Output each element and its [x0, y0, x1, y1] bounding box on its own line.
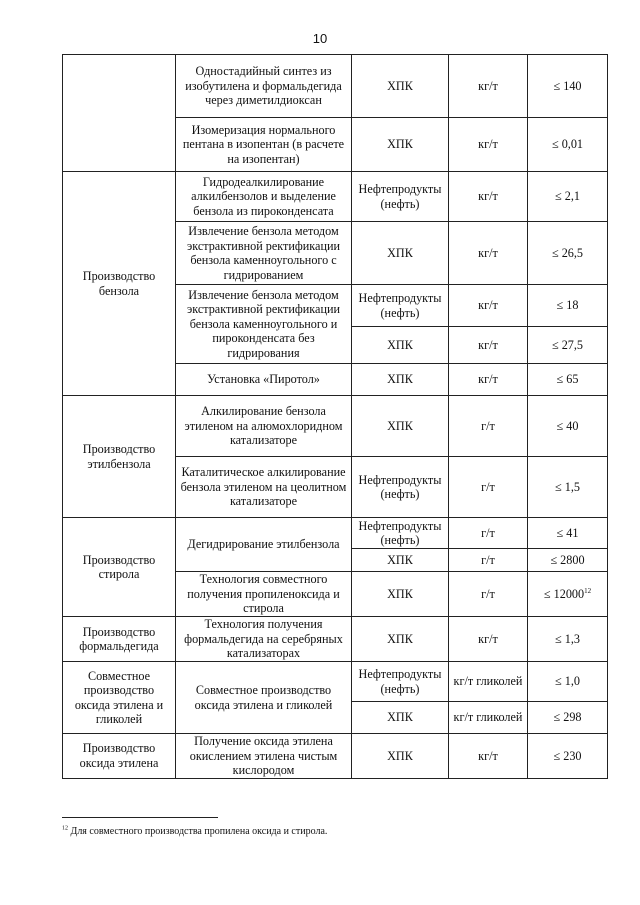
value-cell: ≤ 40: [528, 396, 608, 457]
unit-cell: кг/т гликолей: [449, 702, 528, 734]
process-cell: Технология совместного получения пропиленоксида и стирола: [176, 572, 352, 617]
table-row: [63, 396, 608, 457]
value-cell: ≤ 230: [528, 734, 608, 779]
substance-cell: ХПК: [352, 572, 449, 617]
value-cell: [528, 572, 608, 617]
category-cell: Производство бензола: [63, 172, 176, 396]
value-text: ≤ 12000: [543, 586, 585, 601]
substance-cell: ХПК: [352, 364, 449, 396]
unit-cell: кг/т: [449, 734, 528, 779]
unit-cell: г/т: [449, 549, 528, 572]
table-row: [63, 734, 608, 779]
category-cell: Производство формальдегида: [63, 617, 176, 662]
unit-cell: г/т: [449, 396, 528, 457]
page-number: 10: [312, 31, 328, 46]
category-cell: Совместное производство оксида этилена и гликолей: [63, 662, 176, 734]
unit-cell: кг/т: [449, 364, 528, 396]
process-cell: Гидродеалкилирование алкилбензолов и выделение бензола из пироконденсата: [176, 172, 352, 222]
substance-cell: Нефтепродукты (нефть): [352, 518, 449, 549]
table-row: [63, 55, 608, 118]
footnote-text: Для совместного производства пропилена оксида и стирола.: [70, 826, 328, 837]
process-cell: Каталитическое алкилирование бензола этиленом на цеолитном катализаторе: [176, 457, 352, 518]
process-cell: Установка «Пиротол»: [176, 364, 352, 396]
value-cell: ≤ 41: [528, 518, 608, 549]
table-row: [63, 662, 608, 702]
process-cell: Совместное производство оксида этилена и гликолей: [176, 662, 352, 734]
process-cell: Изомеризация нормального пентана в изопентан (в расчете на изопентан): [176, 118, 352, 172]
substance-cell: ХПК: [352, 396, 449, 457]
footnote: [62, 826, 327, 838]
unit-cell: кг/т: [449, 285, 528, 327]
process-cell: Извлечение бензола методом экстрактивной ректификации бензола каменноугольного с гидрированием: [176, 222, 352, 285]
substance-cell: ХПК: [352, 734, 449, 779]
value-cell: ≤ 0,01: [528, 118, 608, 172]
value-cell: ≤ 298: [528, 702, 608, 734]
footnote-ref: 12: [584, 586, 592, 595]
footnote-marker: 12: [62, 825, 68, 832]
substance-cell: ХПК: [352, 55, 449, 118]
value-cell: ≤ 140: [528, 55, 608, 118]
substance-cell: Нефтепродукты (нефть): [352, 457, 449, 518]
substance-cell: ХПК: [352, 617, 449, 662]
unit-cell: кг/т гликолей: [449, 662, 528, 702]
category-cell-empty: [63, 55, 176, 172]
process-cell: Дегидрирование этилбензола: [176, 518, 352, 572]
category-cell: Производство стирола: [63, 518, 176, 617]
unit-cell: кг/т: [449, 172, 528, 222]
value-cell: ≤ 1,5: [528, 457, 608, 518]
category-cell: Производство этилбензола: [63, 396, 176, 518]
value-cell: ≤ 27,5: [528, 327, 608, 364]
unit-cell: кг/т: [449, 55, 528, 118]
value-cell: ≤ 18: [528, 285, 608, 327]
emission-norms-table: [62, 54, 608, 779]
substance-cell: ХПК: [352, 327, 449, 364]
substance-cell: ХПК: [352, 222, 449, 285]
substance-cell: Нефтепродукты (нефть): [352, 662, 449, 702]
value-cell: ≤ 1,0: [528, 662, 608, 702]
unit-cell: кг/т: [449, 222, 528, 285]
process-cell: Алкилирование бензола этиленом на алюмохлоридном катализаторе: [176, 396, 352, 457]
category-cell: Производство оксида этилена: [63, 734, 176, 779]
unit-cell: кг/т: [449, 118, 528, 172]
table-row: [63, 518, 608, 549]
substance-cell: Нефтепродукты (нефть): [352, 285, 449, 327]
unit-cell: кг/т: [449, 327, 528, 364]
unit-cell: г/т: [449, 518, 528, 549]
value-cell: ≤ 2,1: [528, 172, 608, 222]
table-row: [63, 172, 608, 222]
value-cell: ≤ 65: [528, 364, 608, 396]
value-cell: ≤ 26,5: [528, 222, 608, 285]
value-cell: ≤ 2800: [528, 549, 608, 572]
process-cell: Технология получения формальдегида на серебряных катализаторах: [176, 617, 352, 662]
process-cell: Получение оксида этилена окислением этилена чистым кислородом: [176, 734, 352, 779]
footnote-divider: [62, 817, 218, 818]
process-cell: Извлечение бензола методом экстрактивной ректификации бензола каменноугольного и пироконденсата без гидрирования: [176, 285, 352, 364]
substance-cell: Нефтепродукты (нефть): [352, 172, 449, 222]
substance-cell: ХПК: [352, 118, 449, 172]
substance-cell: ХПК: [352, 549, 449, 572]
process-cell: Одностадийный синтез из изобутилена и формальдегида через диметилдиоксан: [176, 55, 352, 118]
table-row: [63, 617, 608, 662]
unit-cell: г/т: [449, 457, 528, 518]
unit-cell: г/т: [449, 572, 528, 617]
value-cell: ≤ 1,3: [528, 617, 608, 662]
substance-cell: ХПК: [352, 702, 449, 734]
unit-cell: кг/т: [449, 617, 528, 662]
